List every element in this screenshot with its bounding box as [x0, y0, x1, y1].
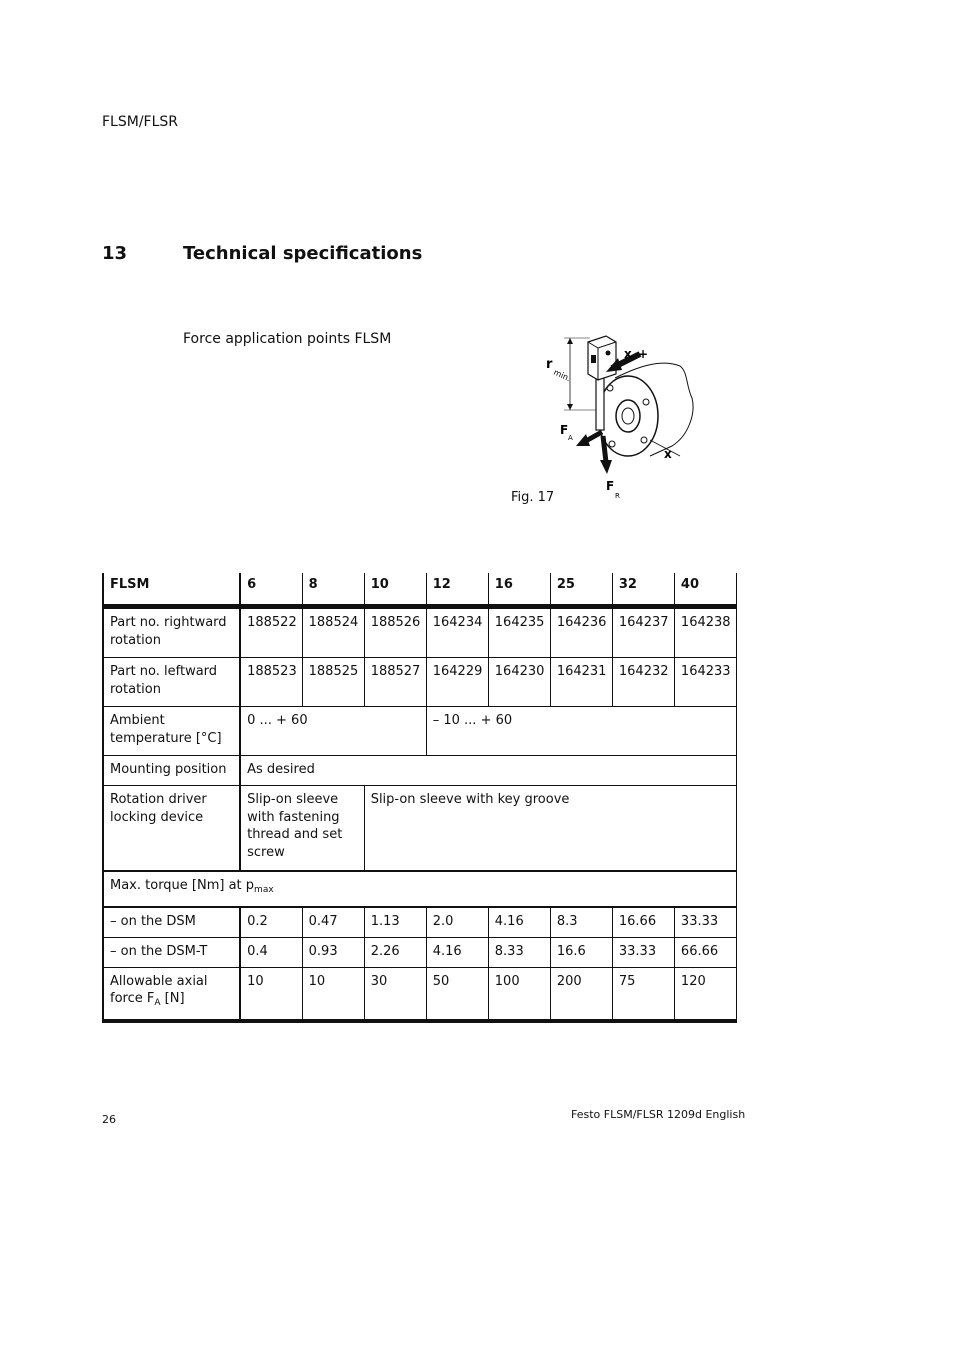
- header-cell: 25: [550, 573, 612, 607]
- row-label: Mounting position: [103, 756, 240, 786]
- table-row: [103, 786, 737, 872]
- table-cell: 4.16: [488, 907, 550, 938]
- table-cell: 10: [240, 967, 302, 1021]
- header-cell: 6: [240, 573, 302, 607]
- table-cell: 16.66: [612, 907, 674, 938]
- row-label: Part no. rightward rotation: [103, 607, 240, 658]
- table-cell: 1.13: [364, 907, 426, 938]
- table-cell: 188525: [302, 658, 364, 707]
- table-cell: – 10 ... + 60: [426, 707, 736, 756]
- table-cell: 188523: [240, 658, 302, 707]
- table-cell: 100: [488, 967, 550, 1021]
- table-cell: 8.33: [488, 937, 550, 967]
- row-label: Part no. leftward rotation: [103, 658, 240, 707]
- shaft-core: [622, 408, 634, 424]
- row-label: Ambient temperature [°C]: [103, 707, 240, 756]
- table-cell: 33.33: [612, 937, 674, 967]
- figure-label: Fig. 17: [511, 490, 555, 505]
- table-cell: 2.0: [426, 907, 488, 938]
- x-top-label: x: [624, 347, 632, 361]
- table-cell: 10: [302, 967, 364, 1021]
- table-cell: 120: [674, 967, 736, 1021]
- table-row: [103, 871, 737, 907]
- table-row: [103, 937, 737, 967]
- table-cell: 0 ... + 60: [240, 707, 426, 756]
- header-cell: 16: [488, 573, 550, 607]
- table-cell: Slip-on sleeve with fastening thread and set screw: [240, 786, 364, 872]
- table-row: [103, 907, 737, 938]
- table-row: [103, 607, 737, 658]
- table-cell: 164232: [612, 658, 674, 707]
- table-cell: 0.93: [302, 937, 364, 967]
- table-cell: 164238: [674, 607, 736, 658]
- force-diagram: [540, 328, 710, 506]
- table-row: [103, 756, 737, 786]
- fr-sub: R: [615, 492, 620, 500]
- fa-sub: A: [568, 434, 573, 442]
- x-bottom-label: x: [664, 447, 672, 461]
- table-cell: As desired: [240, 756, 736, 786]
- footer-doc-ref: Festo FLSM/FLSR 1209d English: [571, 1108, 746, 1121]
- section-title: Technical specifications: [183, 243, 423, 264]
- header-cell: 10: [364, 573, 426, 607]
- section-number: 13: [102, 243, 128, 264]
- axial-label: Allowable axial force F: [110, 973, 208, 1006]
- torque-heading: [103, 871, 737, 907]
- axial-sub: A: [154, 998, 161, 1008]
- table-cell: 164229: [426, 658, 488, 707]
- table-cell: 30: [364, 967, 426, 1021]
- table-cell: 66.66: [674, 937, 736, 967]
- table-cell: 200: [550, 967, 612, 1021]
- rmin-label: r: [546, 357, 553, 372]
- table-cell: 188526: [364, 607, 426, 658]
- row-label: – on the DSM: [103, 907, 240, 938]
- page-number: 26: [102, 1113, 116, 1126]
- row-label: [103, 967, 240, 1021]
- table-cell: 0.47: [302, 907, 364, 938]
- table-cell: 8.3: [550, 907, 612, 938]
- table-cell: 188527: [364, 658, 426, 707]
- table-cell: Slip-on sleeve with key groove: [364, 786, 736, 872]
- plus-sign: +: [638, 347, 649, 361]
- table-cell: 164235: [488, 607, 550, 658]
- table-header-row: [103, 573, 737, 607]
- table-cell: 4.16: [426, 937, 488, 967]
- table-cell: 0.4: [240, 937, 302, 967]
- table-cell: 164233: [674, 658, 736, 707]
- table-cell: 164237: [612, 607, 674, 658]
- table-cell: 164230: [488, 658, 550, 707]
- table-cell: 188524: [302, 607, 364, 658]
- fa-label: F: [560, 423, 569, 437]
- header-cell: 8: [302, 573, 364, 607]
- rmin-sub: min.: [552, 367, 572, 384]
- table-cell: 16.6: [550, 937, 612, 967]
- spec-table: [102, 573, 737, 1023]
- table-cell: 75: [612, 967, 674, 1021]
- table-cell: 33.33: [674, 907, 736, 938]
- header-cell: 12: [426, 573, 488, 607]
- axial-unit: [N]: [160, 991, 185, 1006]
- table-row: [103, 658, 737, 707]
- fr-label: F: [606, 479, 615, 493]
- table-row: [103, 707, 737, 756]
- table-cell: 188522: [240, 607, 302, 658]
- table-cell: 164236: [550, 607, 612, 658]
- table-cell: 50: [426, 967, 488, 1021]
- header-cell: 40: [674, 573, 736, 607]
- torque-label: Max. torque [Nm] at p: [110, 878, 255, 893]
- table-cell: 164231: [550, 658, 612, 707]
- table-cell: 164234: [426, 607, 488, 658]
- table-cell: 0.2: [240, 907, 302, 938]
- row-label: – on the DSM-T: [103, 937, 240, 967]
- figure-caption: Force application points FLSM: [183, 331, 392, 347]
- row-label: Rotation driver locking device: [103, 786, 240, 872]
- table-row: [103, 967, 737, 1021]
- header-cell: 32: [612, 573, 674, 607]
- table-cell: 2.26: [364, 937, 426, 967]
- torque-sub: max: [254, 885, 274, 895]
- header-cell: FLSM: [103, 573, 240, 607]
- running-header: FLSM/FLSR: [102, 114, 179, 130]
